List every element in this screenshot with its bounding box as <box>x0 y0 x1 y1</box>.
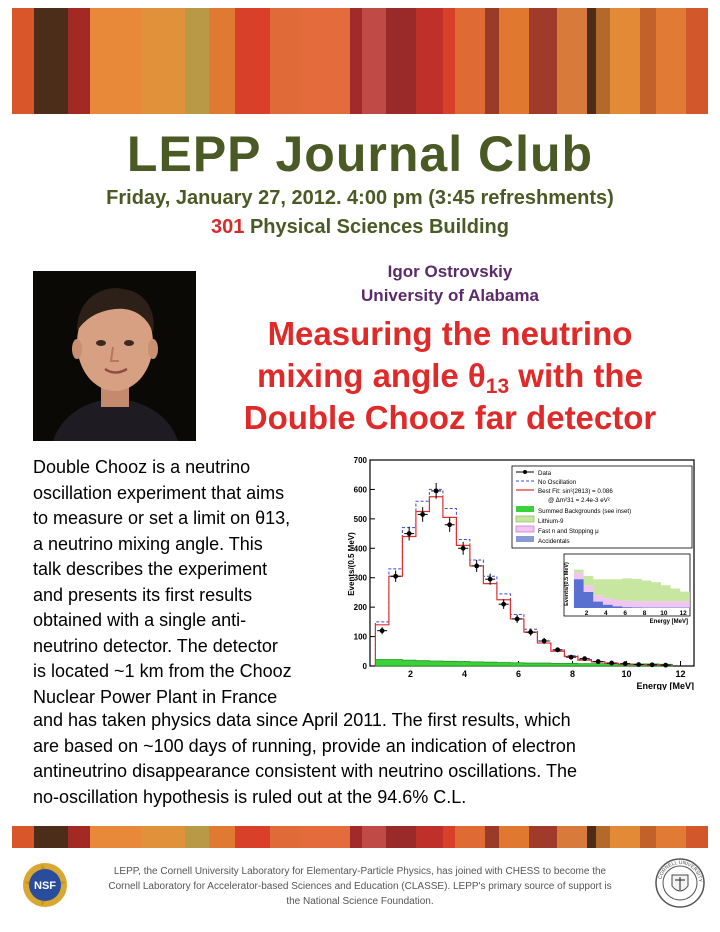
bottom-stripe <box>141 826 185 848</box>
abstract-line: neutrino detector. The detector <box>33 635 278 656</box>
y-tick-label: 100 <box>353 632 367 642</box>
data-point <box>488 577 493 582</box>
top-color-stripe-banner <box>12 8 708 114</box>
data-point <box>420 512 425 517</box>
bottom-stripe <box>270 826 300 848</box>
legend-entry: Accidentals <box>538 538 570 545</box>
data-point <box>650 662 655 667</box>
x-tick-label: 12 <box>675 669 686 679</box>
legend-entry: Best Fit: sin²(2θ13) = 0.086 <box>538 488 613 495</box>
speaker-photo <box>33 271 196 441</box>
bottom-stripe <box>416 826 444 848</box>
bottom-stripe <box>386 826 416 848</box>
data-point <box>461 546 466 551</box>
legend-entry: @ Δm²31 = 2.4e-3 eV² <box>548 497 610 504</box>
abstract-line: talk describes the experiment <box>33 559 268 579</box>
abstract-line: obtained with a single anti- <box>33 610 247 630</box>
nsf-logo-icon <box>22 862 68 908</box>
y-tick-label: 500 <box>353 514 367 524</box>
bottom-stripe <box>34 826 68 848</box>
talk-title-line-3: Double Chooz far detector <box>243 399 657 436</box>
y-axis-label: Events/(0.5 MeV) <box>347 532 356 596</box>
abstract-line: and presents its first results <box>33 584 253 605</box>
y-tick-label: 700 <box>353 456 367 465</box>
inset-x-tick-label: 6 <box>623 610 627 617</box>
abstract-line: Nuclear Power Plant in France <box>33 686 278 707</box>
abstract-line: Double Chooz is a neutrino <box>33 457 251 477</box>
bottom-stripe <box>209 826 235 848</box>
top-stripe <box>499 8 529 114</box>
event-location <box>0 216 720 239</box>
abstract-line: oscillation experiment that aims <box>33 482 285 503</box>
data-point <box>623 661 628 666</box>
footer-line: Cornell Laboratory for Accelerator-based Sciences and Education (CLASSE). LEPP's primary source of support is <box>108 881 612 892</box>
legend-data-marker <box>523 470 527 474</box>
talk-title <box>200 313 700 439</box>
data-point <box>515 617 520 622</box>
legend-lithium-swatch <box>516 516 534 522</box>
top-stripe <box>610 8 640 114</box>
top-stripe <box>350 8 362 114</box>
data-point <box>447 522 452 527</box>
bottom-stripe <box>300 826 350 848</box>
inset-x-axis-label: Energy [MeV] <box>649 619 688 625</box>
abstract-line: is located ~1 km from the Chooz <box>33 661 292 681</box>
abstract-line: to measure or set a limit on θ13, <box>33 508 291 528</box>
speaker-name: Igor Ostrovskiy <box>387 262 513 281</box>
legend-fast-n-swatch <box>516 526 534 532</box>
talk-title-line-2-tail: with the <box>509 357 643 394</box>
footer-line: LEPP, the Cornell University Laboratory for Elementary-Particle Physics, has joined with CHESS to become the <box>113 866 607 877</box>
data-point <box>434 489 439 494</box>
top-stripe <box>68 8 90 114</box>
inset-y-axis-label: Events/(0.5 MeV) <box>564 562 570 606</box>
top-stripe <box>596 8 610 114</box>
top-stripe <box>640 8 656 114</box>
bottom-stripe <box>362 826 386 848</box>
top-stripe <box>443 8 455 114</box>
y-tick-label: 400 <box>353 544 367 554</box>
abstract-line: a neutrino mixing angle. This <box>33 533 263 554</box>
event-date-time: Friday, January 27, 2012. 4:00 pm (3:45 refreshments) <box>106 187 614 209</box>
data-point <box>636 662 641 667</box>
abstract-line: and has taken physics data since April 2011. The first results, which <box>33 710 571 730</box>
y-tick-label: 0 <box>362 662 367 671</box>
energy-spectrum-chart <box>342 454 702 690</box>
bottom-stripe <box>443 826 455 848</box>
bottom-stripe <box>610 826 640 848</box>
top-stripe <box>185 8 209 114</box>
data-point <box>582 656 587 661</box>
seal-text: CORNELL UNIVERSITY <box>657 859 704 883</box>
bottom-stripe <box>68 826 90 848</box>
bottom-stripe <box>529 826 557 848</box>
bottom-stripe <box>640 826 656 848</box>
bottom-color-stripe-banner <box>12 826 708 848</box>
x-axis-label: Energy [MeV] <box>636 681 694 690</box>
y-tick-label: 300 <box>353 573 367 583</box>
nsf-logo-text: NSF <box>34 880 56 892</box>
data-point <box>474 564 479 569</box>
bottom-stripe <box>656 826 686 848</box>
top-stripe <box>686 8 708 114</box>
bottom-stripe <box>485 826 499 848</box>
top-stripe <box>34 8 68 114</box>
legend-entry: Fast n and Stopping μ <box>538 528 599 535</box>
legend-entry: No Oscillation <box>538 479 577 486</box>
x-tick-label: 4 <box>461 669 468 679</box>
top-stripe <box>416 8 444 114</box>
inset-x-tick-label: 2 <box>584 610 589 617</box>
bottom-stripe <box>455 826 485 848</box>
talk-title-line-2 <box>200 355 700 397</box>
top-stripe <box>209 8 235 114</box>
top-stripe <box>270 8 300 114</box>
speaker-info <box>210 260 690 308</box>
bottom-stripe <box>499 826 529 848</box>
talk-title-line-1: Measuring the neutrino <box>267 315 633 352</box>
top-stripe <box>235 8 271 114</box>
bottom-stripe <box>185 826 209 848</box>
abstract-paragraph-part-2 <box>33 708 693 810</box>
theta-subscript: 13 <box>485 375 510 398</box>
top-stripe <box>141 8 185 114</box>
top-stripe <box>300 8 350 114</box>
abstract-line: no-oscillation hypothesis is ruled out at the 94.6% C.L. <box>33 786 467 807</box>
top-stripe <box>12 8 34 114</box>
bottom-stripe <box>350 826 362 848</box>
bottom-stripe <box>235 826 271 848</box>
building-name: Physical Sciences Building <box>244 216 509 238</box>
abstract-line: antineutrino disappearance consistent with neutrino oscillations. The <box>33 761 577 781</box>
top-stripe <box>485 8 499 114</box>
x-tick-label: 10 <box>621 669 632 679</box>
inset-x-tick-label: 8 <box>642 610 647 617</box>
data-point <box>501 602 506 607</box>
data-point <box>569 655 574 660</box>
data-point <box>528 630 533 635</box>
room-number: 301 <box>211 216 245 238</box>
bottom-stripe <box>596 826 610 848</box>
x-tick-label: 2 <box>407 669 414 679</box>
bottom-stripe <box>557 826 587 848</box>
data-point <box>609 661 614 666</box>
inset-x-tick-label: 10 <box>660 610 668 617</box>
bottom-stripe <box>90 826 142 848</box>
legend-entry: Summed Backgrounds (see inset) <box>538 508 632 515</box>
inset-x-tick-label: 4 <box>604 610 608 617</box>
footer-line: the National Science Foundation. <box>286 896 434 907</box>
bottom-stripe <box>587 826 597 848</box>
top-stripe <box>362 8 386 114</box>
data-point <box>555 647 560 652</box>
talk-title-line-2-text: mixing angle θ <box>257 357 486 394</box>
footer-note <box>90 864 630 909</box>
abstract-paragraph-part-1 <box>33 455 338 710</box>
data-point <box>596 659 601 664</box>
inset-x-tick-label: 12 <box>679 610 687 617</box>
top-stripe <box>90 8 142 114</box>
data-point <box>407 531 412 536</box>
top-stripe <box>656 8 686 114</box>
data-point <box>663 663 668 668</box>
y-tick-label: 200 <box>353 603 367 613</box>
top-stripe <box>386 8 416 114</box>
top-stripe <box>455 8 485 114</box>
data-point <box>380 628 385 633</box>
bottom-stripe <box>686 826 708 848</box>
top-stripe <box>529 8 557 114</box>
legend-backgrounds-swatch <box>516 506 534 512</box>
x-tick-label: 6 <box>515 669 522 679</box>
top-stripe <box>587 8 597 114</box>
cornell-seal-icon <box>655 858 705 908</box>
top-stripe <box>557 8 587 114</box>
legend-entry: Data <box>538 470 552 477</box>
data-point <box>542 639 547 644</box>
bottom-stripe <box>12 826 34 848</box>
x-tick-label: 8 <box>569 669 576 679</box>
abstract-line: are based on ~100 days of running, provide an indication of electron <box>33 735 576 756</box>
legend-entry: Lithium-9 <box>538 518 564 525</box>
page-title: LEPP Journal Club <box>126 126 594 182</box>
data-point <box>393 574 398 579</box>
y-tick-label: 600 <box>353 485 367 495</box>
legend-accidentals-swatch <box>516 536 534 542</box>
speaker-affiliation: University of Alabama <box>361 286 539 305</box>
